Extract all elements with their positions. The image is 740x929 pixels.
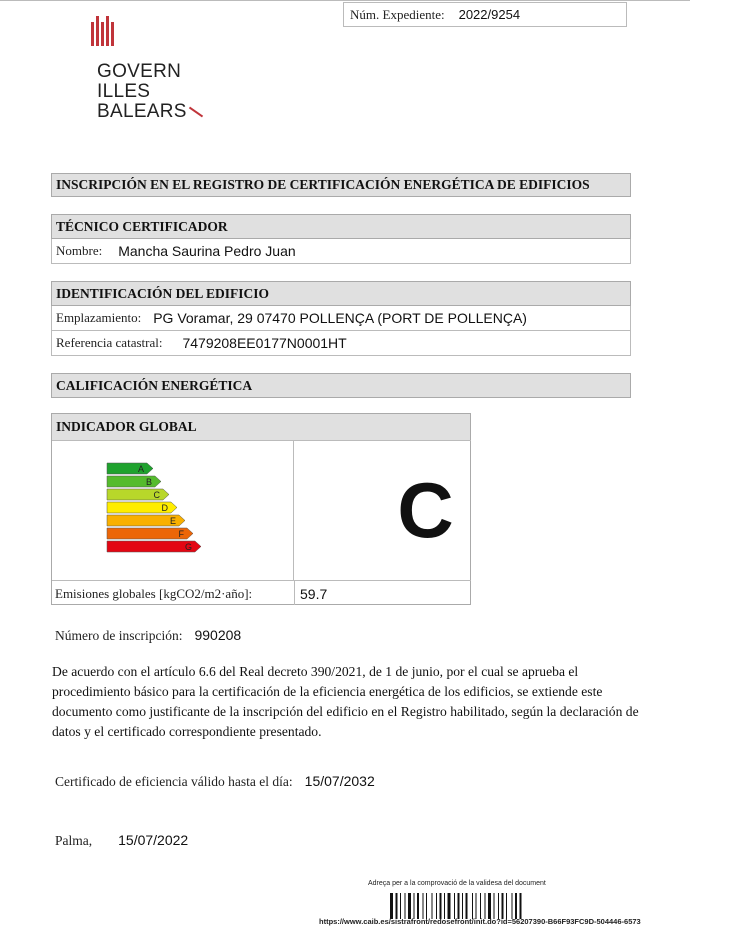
energy-band-label-c: C: [153, 490, 160, 500]
document-title: INSCRIPCIÓN EN EL REGISTRO DE CERTIFICACIÓN ENERGÉTICA DE EDIFICIOS: [51, 173, 631, 197]
energy-band-a: [107, 463, 153, 474]
rating-panel: [294, 440, 471, 580]
tecnico-nombre-row: [51, 239, 631, 264]
firma-place: Palma,: [55, 833, 93, 848]
legal-paragraph: De acuerdo con el artículo 6.6 del Real decreto 390/2021, de 1 de junio, por el cual se aprueba el procedimiento básico para la certificación de la eficiencia energética de los edificios, se extiende este documento como justificante de la inscripción del edificio en el Registro habilitado, según la declaración de datos y el certificado correspondiente presentado.: [52, 664, 639, 739]
tecnico-heading: TÉCNICO CERTIFICADOR: [51, 214, 631, 239]
emplazamiento-row: [51, 306, 631, 331]
emplazamiento-value: PG Voramar, 29 07470 POLLENÇA (PORT DE POLLENÇA): [153, 310, 527, 326]
indicador-global-box: [51, 413, 471, 605]
firma-line: [55, 832, 188, 849]
energy-scale-chart: [52, 441, 294, 581]
emisiones-label: Emisiones globales [kgCO2/m2·año]:: [55, 586, 253, 601]
logo-slash-icon: [189, 107, 203, 118]
energy-band-label-e: E: [169, 516, 176, 526]
energy-band-label-a: A: [137, 464, 144, 474]
expediente-value: 2022/9254: [458, 7, 521, 22]
expediente-box: [343, 2, 627, 27]
validation-url-link[interactable]: https://www.caib.es/sistrafront/redosefront/init.do?id=56207390-B66F93FC9D-504446-6573: [319, 917, 641, 926]
firma-date: 15/07/2022: [118, 832, 189, 848]
top-rule: [0, 0, 690, 1]
emisiones-row: [52, 580, 471, 605]
validez-line: [55, 773, 375, 790]
energy-band-label-b: B: [145, 477, 152, 487]
inscripcion-label: Número de inscripción:: [55, 628, 183, 643]
govern-logo-text: [97, 62, 204, 122]
inscripcion-line: [55, 627, 241, 644]
energy-band-label-g: G: [184, 542, 192, 552]
energy-scale-panel: [52, 440, 294, 580]
expediente-label: Núm. Expediente:: [350, 6, 445, 22]
energy-rating-letter: C: [397, 466, 454, 554]
logo-line-3: BALEARS: [97, 101, 187, 122]
referencia-row: [51, 331, 631, 356]
validez-value: 15/07/2032: [304, 773, 375, 789]
emplazamiento-label: Emplazamiento:: [56, 310, 142, 325]
edificio-heading: IDENTIFICACIÓN DEL EDIFICIO: [51, 281, 631, 306]
referencia-label: Referencia catastral:: [56, 335, 163, 350]
logo-line-1: GOVERN: [97, 61, 182, 82]
logo-line-2: ILLES: [97, 81, 151, 102]
energy-band-b: [107, 476, 161, 487]
calificacion-heading: CALIFICACIÓN ENERGÉTICA: [51, 373, 631, 398]
energy-band-label-f: F: [178, 529, 184, 539]
nombre-value: Mancha Saurina Pedro Juan: [118, 243, 296, 259]
energy-band-label-d: D: [161, 503, 168, 513]
emisiones-divider: [294, 581, 295, 605]
nombre-label: Nombre:: [56, 243, 103, 258]
indicador-heading: INDICADOR GLOBAL: [52, 414, 470, 440]
referencia-value: 7479208EE0177N0001HT: [182, 335, 347, 351]
validation-barcode-icon[interactable]: [390, 893, 555, 919]
validez-label: Certificado de eficiencia válido hasta el día:: [55, 774, 293, 789]
inscripcion-value: 990208: [194, 627, 242, 643]
govern-logo-icon: [90, 12, 116, 48]
emisiones-value: 59.7: [300, 586, 328, 602]
barcode-caption: Adreça per a la comprovació de la validesa del document: [368, 880, 546, 887]
